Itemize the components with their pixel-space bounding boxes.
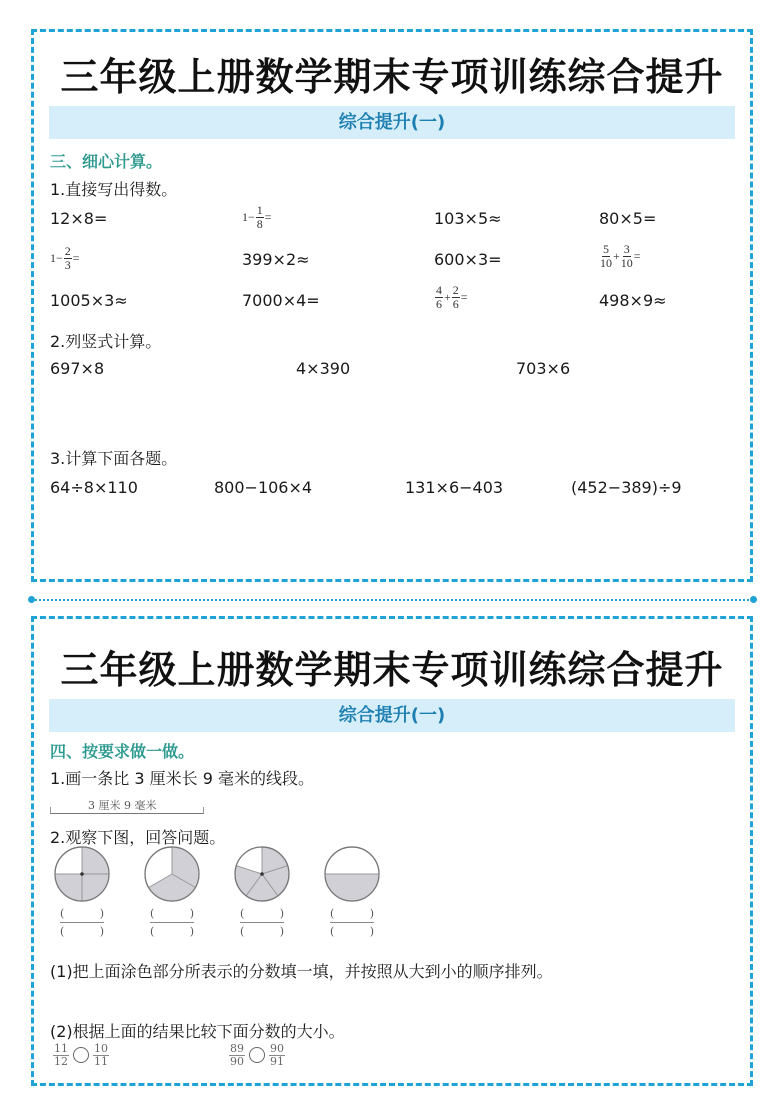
worksheet-card-2	[31, 616, 753, 1086]
operator: +	[613, 248, 620, 263]
calc-item: 103×5≈	[434, 209, 502, 228]
denominator: 10	[620, 255, 633, 270]
numerator: 10	[94, 1042, 108, 1055]
calc-item: 600×3=	[434, 250, 502, 269]
page-title: 三年级上册数学期末专项训练综合提升	[60, 55, 724, 99]
compare-circle[interactable]	[249, 1047, 265, 1063]
fraction	[64, 245, 72, 271]
numerator: 90	[270, 1042, 284, 1055]
denominator: 12	[54, 1054, 68, 1068]
page-divider	[31, 599, 753, 601]
calc-item-fraction	[50, 245, 80, 271]
line-segment-label: 3 厘米 9 毫米	[88, 799, 157, 812]
mixed-calc-item: 800−106×4	[214, 478, 313, 497]
fraction	[93, 1043, 109, 1067]
paren-close: )	[279, 925, 284, 938]
fraction	[53, 1043, 69, 1067]
section-heading: 三、细心计算。	[50, 152, 163, 171]
numerator: 5	[603, 242, 609, 256]
circle-halves-icon	[323, 845, 381, 903]
circle-thirds-icon	[143, 845, 201, 903]
page-title: 三年级上册数学期末专项训练综合提升	[60, 648, 724, 692]
numerator: 89	[230, 1042, 244, 1055]
divider-dot-right	[750, 596, 757, 603]
vertical-calc-item: 697×8	[50, 359, 105, 378]
vertical-calc-item: 4×390	[296, 359, 351, 378]
fraction	[600, 243, 612, 269]
calc-item: 399×2≈	[242, 250, 310, 269]
expr-suffix: =	[633, 248, 641, 263]
numerator: 2	[452, 283, 459, 297]
fraction-bar	[240, 922, 284, 923]
denominator: 6	[452, 296, 459, 311]
calc-item: 12×8=	[50, 209, 108, 228]
numerator: 1	[256, 203, 263, 217]
paren-close: )	[369, 907, 374, 920]
calc-item-fraction	[599, 243, 641, 269]
fraction	[452, 284, 460, 310]
fraction-circle-3	[232, 845, 292, 938]
paren-close: )	[99, 925, 104, 938]
question-2-label: 2.观察下图，回答问题。	[50, 828, 226, 847]
calc-item: 1005×3≈	[50, 291, 128, 310]
operator: +	[444, 289, 451, 304]
paren-open: (	[330, 907, 335, 920]
worksheet-card-1	[31, 29, 753, 582]
denominator: 3	[64, 257, 71, 272]
line-segment	[50, 807, 204, 814]
denominator: 10	[600, 255, 612, 270]
fraction-circle-1	[52, 845, 112, 938]
fraction-bar	[330, 922, 374, 923]
calc-item: 498×9≈	[599, 291, 667, 310]
circle-quarters-icon	[53, 845, 111, 903]
calc-item: 80×5=	[599, 209, 657, 228]
calc-item-fraction	[242, 204, 272, 230]
paren-open: (	[240, 907, 245, 920]
vertical-calc-item: 703×6	[516, 359, 571, 378]
section-band: 综合提升(一)	[49, 699, 735, 732]
denominator: 8	[256, 216, 263, 231]
mixed-calc-item: (452−389)÷9	[571, 478, 682, 497]
question-1-label: 1.直接写出得数。	[50, 180, 178, 199]
paren-close: )	[279, 907, 284, 920]
fraction-blank[interactable]	[150, 907, 194, 938]
question-2-label: 2.列竖式计算。	[50, 332, 162, 351]
fraction	[621, 243, 633, 269]
denominator: 91	[270, 1054, 284, 1068]
numerator: 2	[64, 244, 71, 258]
expr-prefix: 1−	[50, 250, 63, 265]
mixed-calc-item: 64÷8×110	[50, 478, 138, 497]
fraction-blank[interactable]	[330, 907, 374, 938]
numerator: 11	[54, 1042, 68, 1055]
numerator: 3	[623, 242, 630, 256]
fraction-bar	[60, 922, 104, 923]
paren-close: )	[189, 907, 194, 920]
fraction	[229, 1043, 245, 1067]
fraction	[256, 204, 264, 230]
fraction-blank[interactable]	[240, 907, 284, 938]
mixed-calc-item: 131×6−403	[405, 478, 504, 497]
fraction-circle-4	[322, 845, 382, 938]
sub-question-1: (1)把上面涂色部分所表示的分数填一填，并按照从大到小的顺序排列。	[50, 962, 553, 981]
compare-item-1	[52, 1043, 110, 1067]
paren-open: (	[150, 925, 155, 938]
fraction-circle-2	[142, 845, 202, 938]
expr-suffix: =	[72, 250, 80, 265]
paren-open: (	[150, 907, 155, 920]
paren-open: (	[330, 925, 335, 938]
circle-fifths-icon	[233, 845, 291, 903]
fraction	[435, 284, 443, 310]
compare-circle[interactable]	[73, 1047, 89, 1063]
expr-suffix: =	[460, 289, 468, 304]
denominator: 6	[436, 296, 442, 311]
fraction-bar	[150, 922, 194, 923]
calc-item-fraction	[434, 284, 468, 310]
question-3-label: 3.计算下面各题。	[50, 449, 178, 468]
fraction-blank[interactable]	[60, 907, 104, 938]
paren-close: )	[189, 925, 194, 938]
expr-prefix: 1−	[242, 209, 255, 224]
sub-question-2: (2)根据上面的结果比较下面分数的大小。	[50, 1022, 345, 1041]
section-band: 综合提升(一)	[49, 106, 735, 139]
paren-close: )	[369, 925, 374, 938]
question-1-label: 1.画一条比 3 厘米长 9 毫米的线段。	[50, 769, 314, 788]
paren-open: (	[60, 907, 65, 920]
denominator: 90	[230, 1054, 244, 1068]
expr-suffix: =	[264, 209, 272, 224]
denominator: 11	[94, 1054, 108, 1068]
section-heading: 四、按要求做一做。	[50, 742, 195, 761]
paren-close: )	[99, 907, 104, 920]
paren-open: (	[240, 925, 245, 938]
paren-open: (	[60, 925, 65, 938]
calc-item: 7000×4=	[242, 291, 320, 310]
compare-item-2	[228, 1043, 286, 1067]
numerator: 4	[436, 283, 442, 297]
fraction	[269, 1043, 285, 1067]
